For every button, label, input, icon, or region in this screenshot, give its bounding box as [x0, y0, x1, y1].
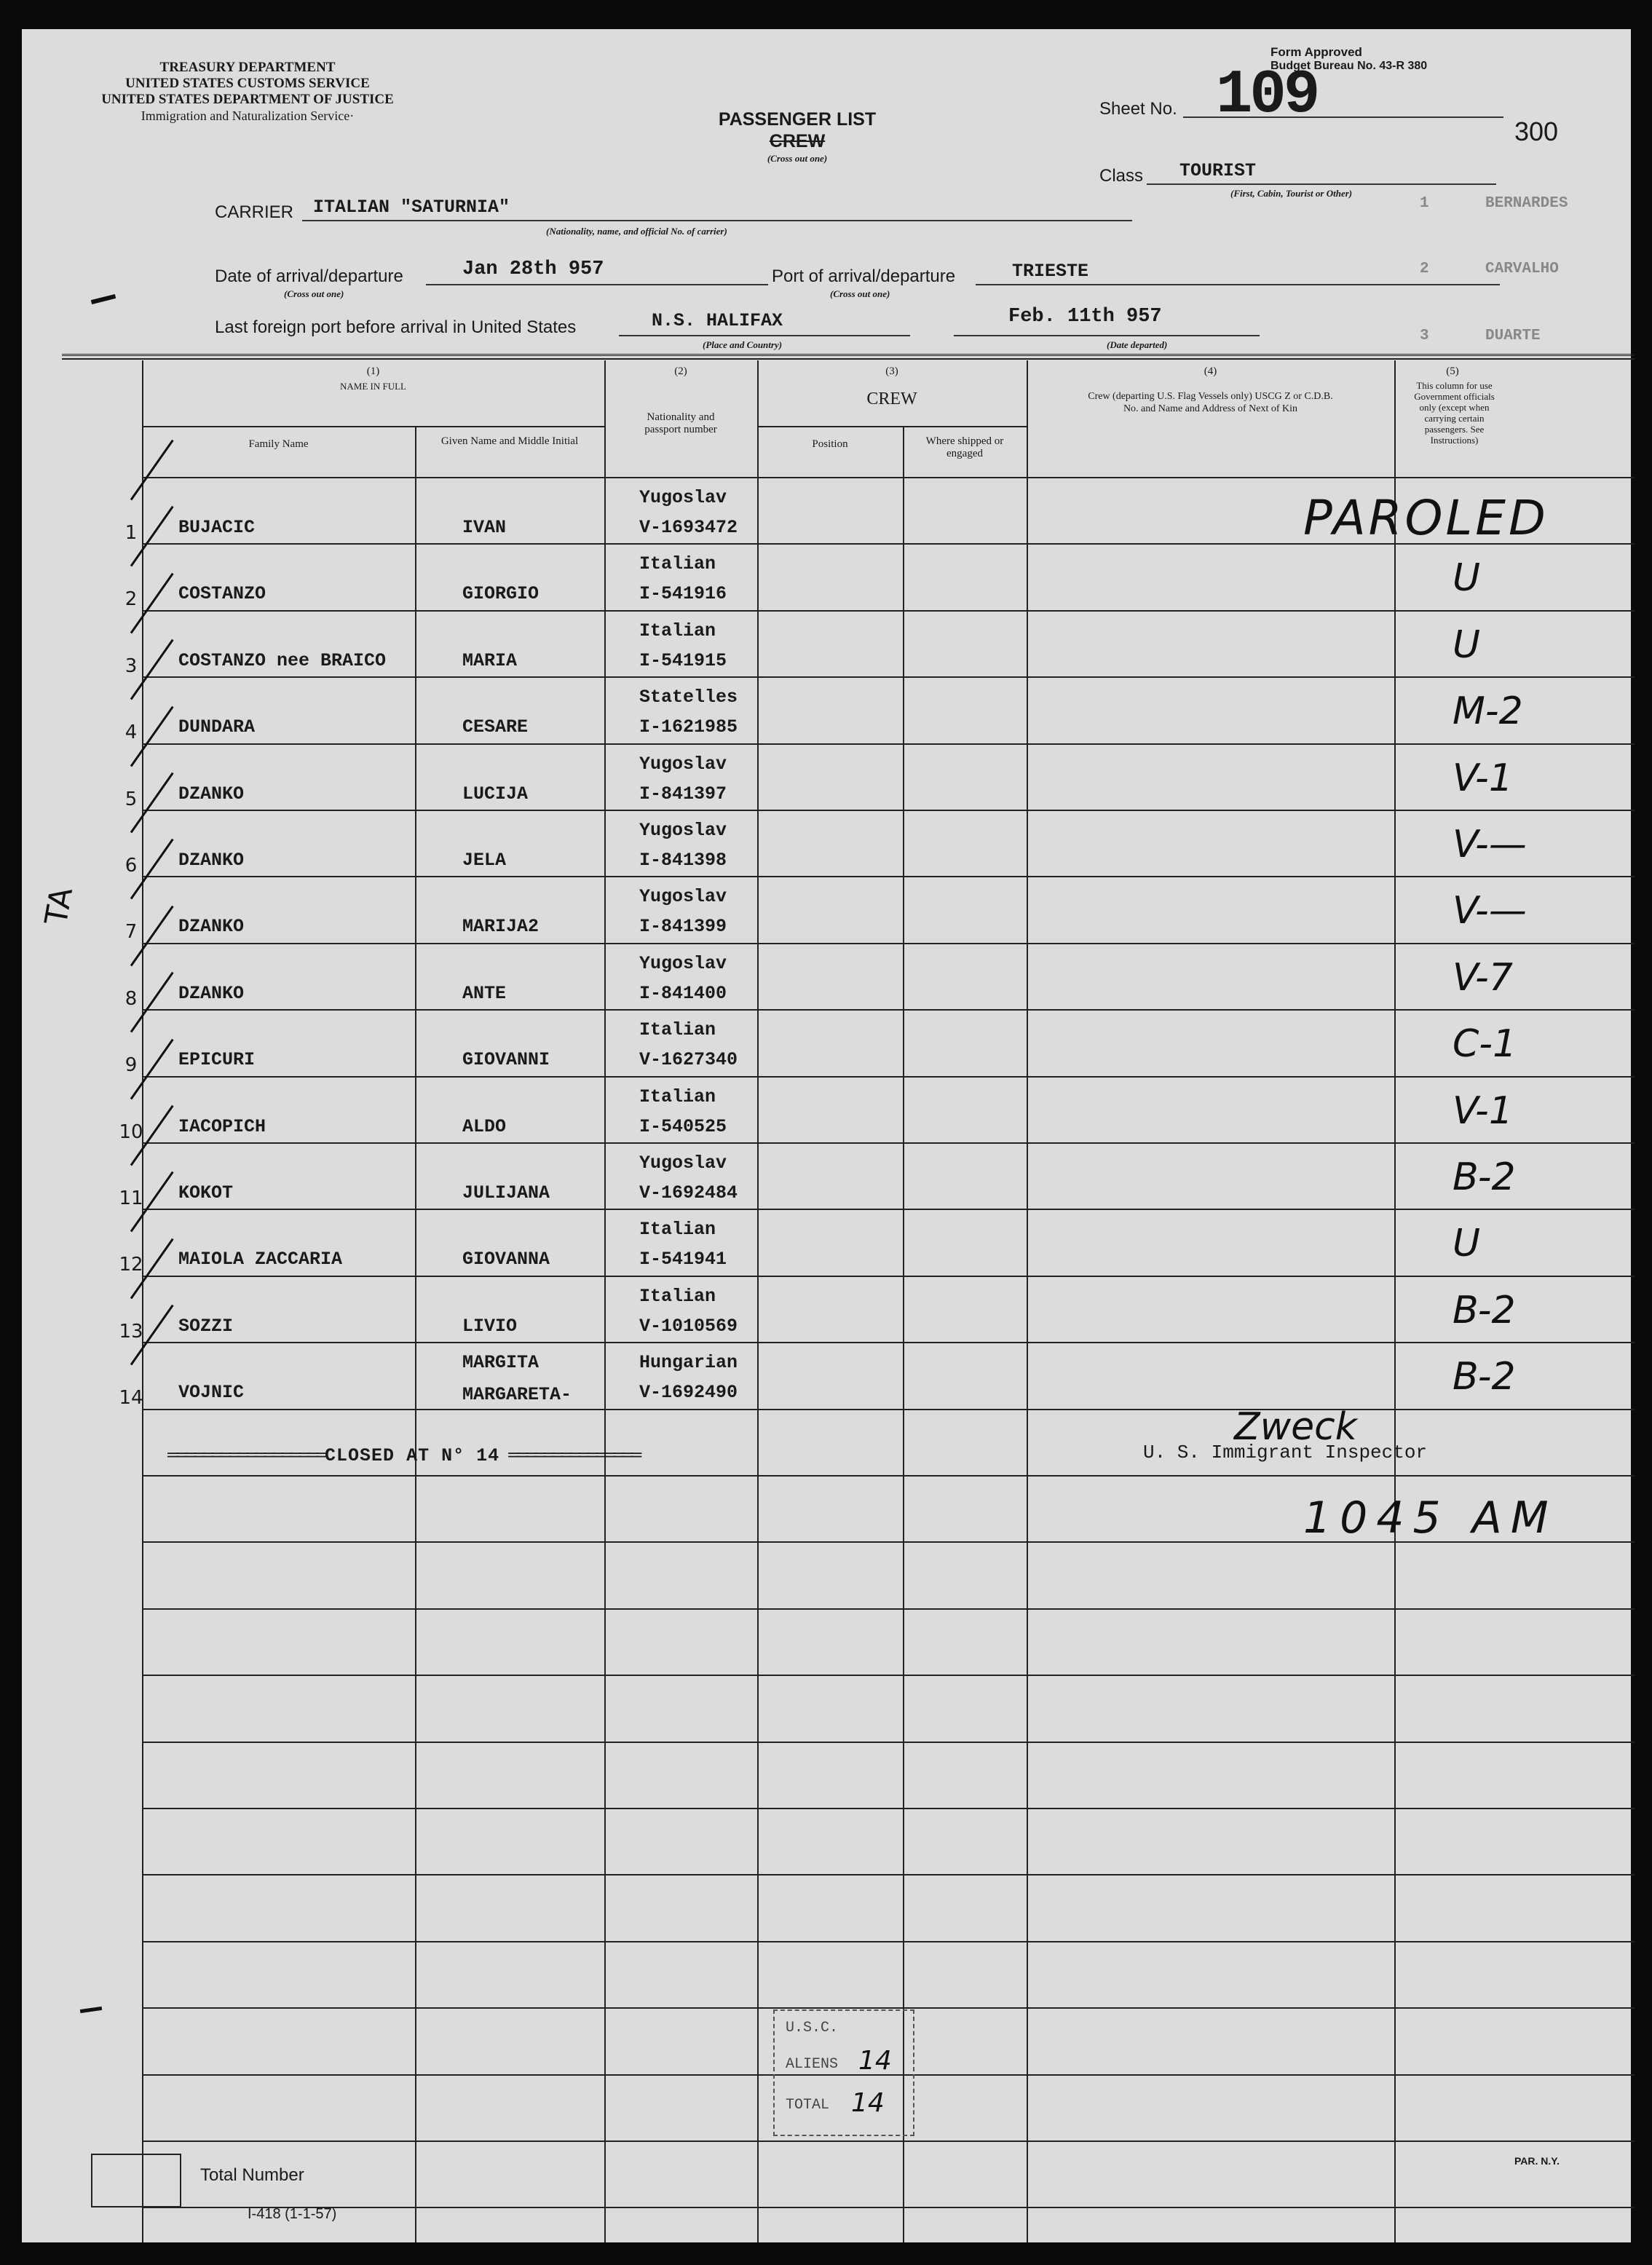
col-line-left — [142, 360, 143, 2242]
passport-number: V-1010569 — [639, 1315, 738, 1337]
lastport-value: N.S. HALIFAX — [652, 310, 783, 331]
port-hint: (Cross out one) — [830, 288, 890, 299]
given-name: IVAN — [462, 517, 507, 538]
passport-number: I-540525 — [639, 1115, 727, 1137]
given-name: LIVIO — [462, 1315, 518, 1337]
row-rule — [142, 1675, 1635, 1676]
agency-line-3: UNITED STATES DEPARTMENT OF JUSTICE — [101, 92, 394, 107]
row-number: 4 — [125, 722, 138, 744]
total-number-label: Total Number — [200, 2165, 304, 2185]
row-rule — [142, 1276, 1635, 1277]
admission-mark: V-1 — [1453, 756, 1513, 800]
family-name: VOJNIC — [178, 1382, 245, 1404]
class-value: TOURIST — [1179, 160, 1257, 181]
admission-mark: V-— — [1453, 823, 1527, 866]
admission-mark: B-2 — [1453, 1355, 1516, 1399]
nationality: Yugoslav — [639, 952, 727, 974]
col-line-nat-crew — [757, 360, 759, 2242]
nationality: Italian — [639, 1219, 716, 1241]
admission-mark: U — [1453, 622, 1481, 667]
list-title: PASSENGER LIST — [718, 109, 877, 130]
side-name-1: BERNARDES — [1485, 195, 1568, 212]
given-name: ANTE — [462, 982, 507, 1004]
passport-number: V-1627340 — [639, 1049, 738, 1071]
family-name: DZANKO — [178, 850, 245, 871]
class-label: Class — [1099, 166, 1144, 186]
given-name-2: MARGARETA- — [462, 1384, 572, 1406]
stamp-total-value: 14 — [851, 2088, 885, 2118]
form-approved: Form Approved — [1270, 45, 1362, 59]
row-number: 9 — [125, 1054, 138, 1077]
carrier-hint: (Nationality, name, and official No. of carrier) — [546, 226, 727, 237]
row-rule — [142, 1342, 1635, 1343]
col-line-crew-kin — [1027, 360, 1028, 2242]
document-sheet — [22, 29, 1631, 2242]
admission-mark: V-1 — [1453, 1088, 1513, 1133]
passport-number: I-841399 — [639, 916, 727, 938]
row-rule — [142, 810, 1635, 811]
side-num-2: 2 — [1420, 261, 1429, 277]
given-name: CESARE — [462, 716, 529, 738]
col-family-name: Family Name — [248, 438, 309, 450]
agency-line-1: TREASURY DEPARTMENT — [159, 60, 336, 75]
col-4-title: Crew (departing U.S. Flag Vessels only) USCG Z or C.D.B. No. and Name and Address of Next of Kin — [1088, 391, 1333, 414]
admission-mark: M-2 — [1453, 689, 1523, 734]
nationality: Italian — [639, 1086, 716, 1107]
col-4-num: (4) — [1204, 365, 1217, 377]
col-1-num: (1) — [366, 365, 380, 377]
port-label: Port of arrival/departure — [772, 266, 956, 286]
admission-mark: U — [1453, 556, 1481, 601]
lastport-hint: (Place and Country) — [703, 339, 783, 350]
inspector-time: 1045 AM — [1303, 1493, 1557, 1543]
family-name: DZANKO — [178, 982, 245, 1004]
row-rule — [142, 1076, 1635, 1078]
inspector-signature: Zweck — [1234, 1405, 1357, 1449]
passport-number: I-541941 — [639, 1249, 727, 1270]
family-name: COSTANZO nee BRAICO — [178, 649, 387, 671]
given-name: MARIJA2 — [462, 916, 540, 938]
col-5-num: (5) — [1446, 365, 1459, 377]
family-name: COSTANZO — [178, 583, 266, 605]
row-rule — [142, 1941, 1635, 1942]
row-number: 12 — [119, 1254, 143, 1276]
family-name: DZANKO — [178, 783, 245, 805]
nationality: Yugoslav — [639, 820, 727, 841]
lastport-label: Last foreign port before arrival in United States — [215, 317, 577, 337]
col-3-num: (3) — [885, 365, 898, 377]
passport-number: I-541916 — [639, 583, 727, 605]
date-hint: (Cross out one) — [284, 288, 344, 299]
row-rule — [142, 1475, 1635, 1477]
given-name: GIOVANNI — [462, 1049, 550, 1071]
row-rule — [142, 943, 1635, 944]
date-departed-value: Feb. 11th 957 — [1008, 306, 1162, 328]
stamp-total-label: TOTAL — [786, 2097, 830, 2114]
passport-number: I-1621985 — [639, 716, 738, 738]
given-name: MARGITA — [462, 1352, 540, 1374]
given-name: GIOVANNA — [462, 1249, 550, 1270]
family-name: IACOPICH — [178, 1115, 266, 1137]
family-name: MAIOLA ZACCARIA — [178, 1249, 343, 1270]
col-3-title: CREW — [866, 390, 917, 408]
stamp-aliens-value: 14 — [858, 2046, 892, 2076]
list-subtitle: CREW — [769, 131, 826, 151]
side-mark: TA — [38, 885, 80, 928]
nationality: Yugoslav — [639, 886, 727, 908]
carrier-value: ITALIAN "SATURNIA" — [313, 197, 510, 218]
row-number: 3 — [125, 655, 138, 677]
agency-line-2: UNITED STATES CUSTOMS SERVICE — [125, 76, 370, 91]
printer-mark: PAR. N.Y. — [1514, 2155, 1560, 2167]
passport-number: I-841400 — [639, 982, 727, 1004]
stamp-line-1: U.S.C. — [786, 2020, 839, 2036]
col-position: Position — [812, 438, 848, 450]
col-2-num: (2) — [674, 365, 687, 377]
row-rule — [142, 1742, 1635, 1743]
row-number: 2 — [125, 588, 138, 611]
admission-mark: C-1 — [1453, 1022, 1517, 1067]
carrier-label: CARRIER — [215, 202, 294, 222]
row-rule — [142, 676, 1635, 678]
nationality: Yugoslav — [639, 1153, 727, 1174]
total-number-box — [91, 2154, 181, 2207]
row-rule — [142, 1409, 1635, 1410]
passport-number: V-1692490 — [639, 1382, 738, 1404]
budget-bureau: Budget Bureau No. 43-R 380 — [1270, 60, 1428, 72]
admission-mark: B-2 — [1453, 1155, 1516, 1199]
row-rule — [142, 1142, 1635, 1144]
family-name: BUJACIC — [178, 517, 256, 538]
side-name-3: DUARTE — [1485, 328, 1541, 344]
agency-block — [58, 60, 437, 124]
date-label: Date of arrival/departure — [215, 266, 403, 286]
row-rule — [142, 2207, 1635, 2208]
family-name: DUNDARA — [178, 716, 256, 738]
col-line-family-given — [415, 426, 416, 2242]
given-name: LUCIJA — [462, 783, 529, 805]
stamp-aliens-label: ALIENS — [786, 2056, 839, 2073]
date-departed-hint: (Date departed) — [1107, 339, 1168, 350]
row-rule — [142, 610, 1635, 612]
row-rule — [142, 1808, 1635, 1809]
nationality: Statelles — [639, 687, 738, 708]
admission-mark: PAROLED — [1303, 490, 1549, 546]
margin-mark-lower — [80, 2007, 102, 2013]
given-name: GIORGIO — [462, 583, 540, 605]
sheet-label: Sheet No. — [1099, 99, 1177, 119]
col-1-title: NAME IN FULL — [340, 381, 406, 392]
stamp-box — [773, 2009, 914, 2136]
port-value: TRIESTE — [1012, 261, 1089, 282]
nationality: Italian — [639, 1019, 716, 1041]
row-rule — [142, 1608, 1635, 1610]
form-id: I-418 (1-1-57) — [248, 2206, 337, 2222]
col-line-position — [903, 426, 904, 2242]
row-number: 10 — [119, 1120, 143, 1143]
closed-text: CLOSED AT N° 14 — [325, 1445, 500, 1466]
admission-mark: V-7 — [1453, 955, 1513, 1000]
row-rule — [142, 876, 1635, 877]
row-number: 13 — [119, 1320, 143, 1343]
nationality: Yugoslav — [639, 487, 727, 508]
passport-number: I-541915 — [639, 649, 727, 671]
row-number: 11 — [119, 1187, 143, 1209]
col-line-name-nat — [604, 360, 606, 2242]
row-number: 5 — [125, 788, 138, 810]
given-name: JELA — [462, 850, 507, 871]
table-top-rule — [62, 354, 1635, 356]
row-rule — [142, 2007, 1635, 2009]
passport-number: V-1693472 — [639, 517, 738, 538]
row-number: 7 — [125, 921, 138, 944]
given-name: JULIJANA — [462, 1182, 550, 1203]
row-number: 8 — [125, 987, 138, 1010]
col-given-name: Given Name and Middle Initial — [440, 435, 579, 447]
family-name: DZANKO — [178, 916, 245, 938]
row-number: 1 — [125, 522, 138, 544]
passport-number: V-1692484 — [639, 1182, 738, 1203]
nationality: Yugoslav — [639, 753, 727, 775]
admission-mark: U — [1453, 1222, 1481, 1266]
family-name: KOKOT — [178, 1182, 234, 1203]
admission-mark: B-2 — [1453, 1288, 1516, 1332]
given-name: ALDO — [462, 1115, 507, 1137]
margin-mark — [91, 294, 116, 304]
row-rule — [142, 2141, 1635, 2142]
row-number: 14 — [119, 1387, 143, 1410]
given-name: MARIA — [462, 649, 518, 671]
nationality: Hungarian — [639, 1352, 738, 1374]
side-name-2: CARVALHO — [1485, 261, 1559, 277]
family-name: SOZZI — [178, 1315, 234, 1337]
class-hint: (First, Cabin, Tourist or Other) — [1230, 188, 1353, 199]
col-line-kin-gov — [1394, 360, 1396, 2242]
col-2-title: Nationality and passport number — [644, 411, 717, 435]
sheet-number: 109 — [1216, 61, 1318, 130]
row-rule — [142, 743, 1635, 745]
page-number: 300 — [1514, 116, 1559, 146]
nationality: Italian — [639, 1285, 716, 1307]
agency-line-4: Immigration and Naturalization Service· — [141, 108, 355, 123]
row-number: 6 — [125, 855, 138, 877]
row-rule — [142, 1009, 1635, 1011]
date-value: Jan 28th 957 — [462, 258, 604, 280]
closed-line: ══════════════════CLOSED AT N° 14 ═══════════════ — [167, 1445, 640, 1466]
inspector-title: U. S. Immigrant Inspector — [1143, 1442, 1428, 1463]
admission-mark: V-— — [1453, 889, 1527, 933]
passport-number: I-841398 — [639, 850, 727, 871]
nationality: Italian — [639, 553, 716, 575]
row-rule — [142, 1874, 1635, 1875]
passport-number: I-841397 — [639, 783, 727, 805]
side-num-3: 3 — [1420, 328, 1429, 344]
side-num-1: 1 — [1420, 195, 1429, 212]
nationality: Italian — [639, 620, 716, 641]
col-where-shipped: Where shipped or engaged — [925, 435, 1004, 459]
family-name: EPICURI — [178, 1049, 256, 1071]
cross-out-hint: (Cross out one) — [767, 153, 828, 164]
col-5-title: This column for use Government officials only (except when carrying certain passengers. See Instructions) — [1414, 380, 1495, 446]
row-rule — [142, 1209, 1635, 1210]
